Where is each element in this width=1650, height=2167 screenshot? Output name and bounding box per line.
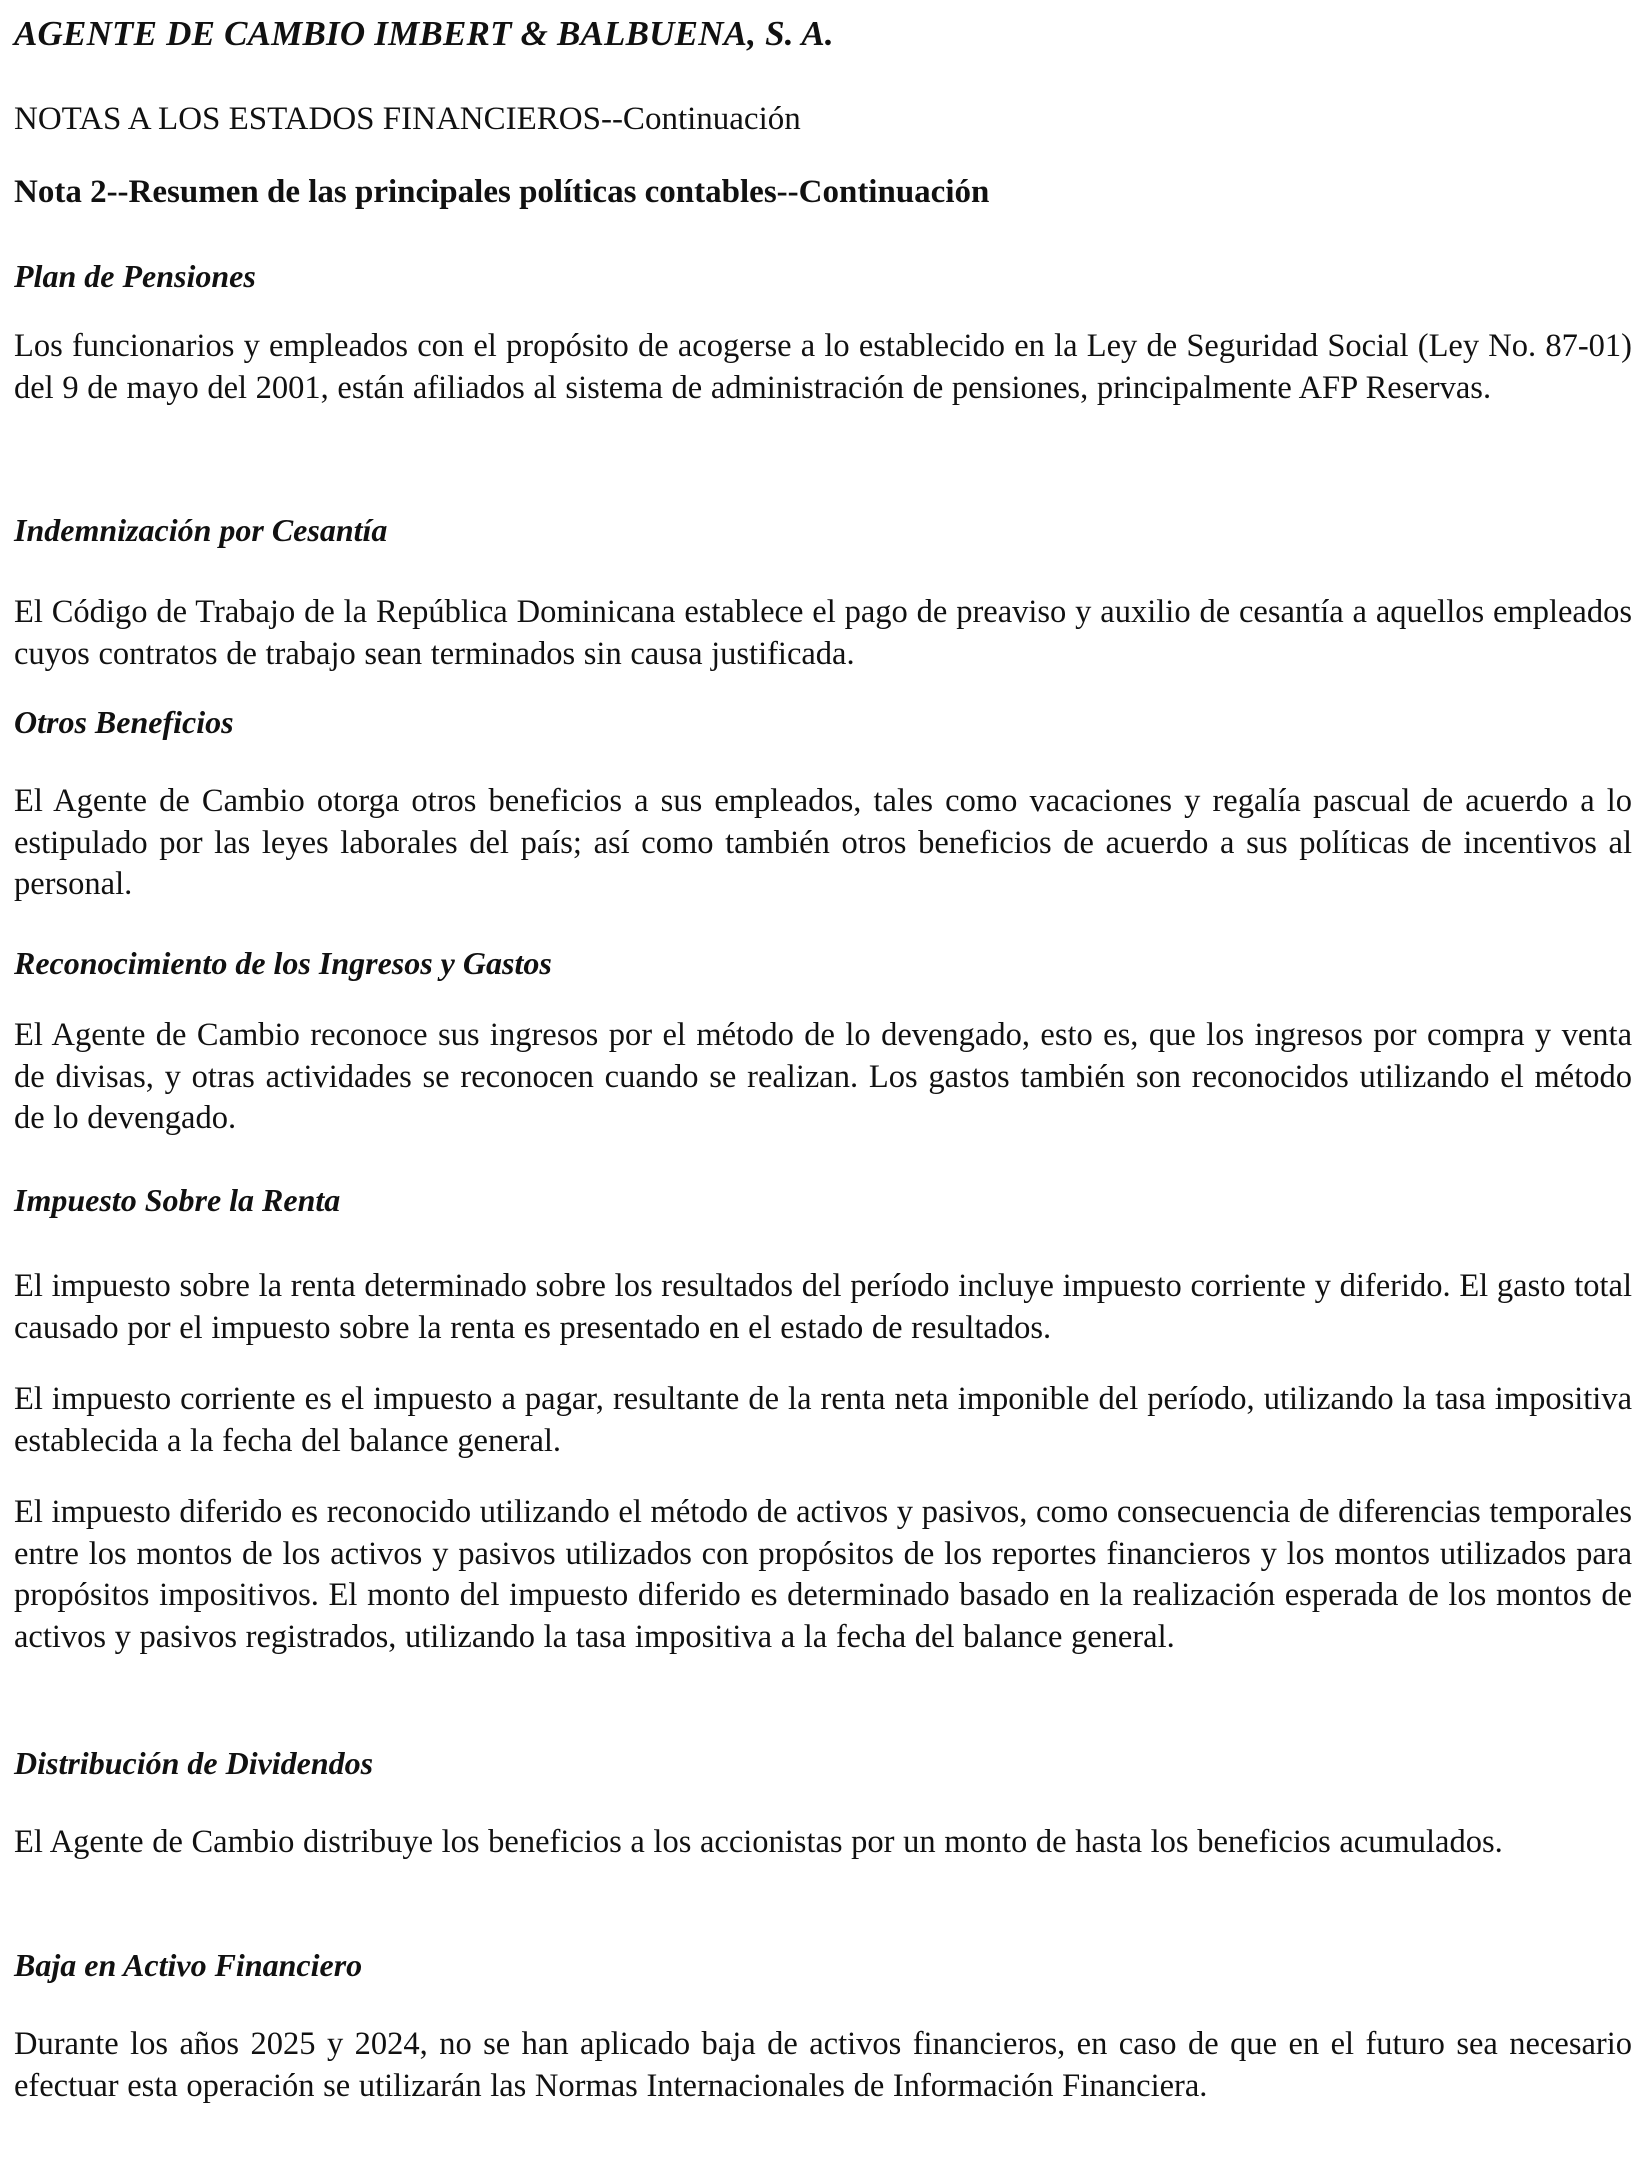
paragraph-impuesto-1: El impuesto sobre la renta determinado sobre los resultados del período incluye impuesto corriente y diferido. El gasto total causado por el impuesto sobre la renta es presentado en el estado de resultados.: [14, 1268, 1632, 1346]
paragraph-indemnizacion: El Código de Trabajo de la República Dominicana establece el pago de preaviso y auxilio de cesantía a aquellos empleados cuyos contratos de trabajo sean terminados sin causa justificada.: [14, 594, 1632, 672]
section-heading-impuesto: Impuesto Sobre la Renta: [14, 1182, 341, 1218]
paragraph-baja-activo: Durante los años 2025 y 2024, no se han aplicado baja de activos financieros, en caso de que en el futuro sea necesario efectuar esta operación se utilizarán las Normas Internacionales de Información Financiera.: [14, 2026, 1632, 2104]
paragraph-reconocimiento: El Agente de Cambio reconoce sus ingresos por el método de lo devengado, esto es, que los ingresos por compra y venta de divisas, y otras actividades se reconocen cuando se realizan. Los gastos también son reconocidos utilizando el método de lo devengado.: [14, 1017, 1632, 1136]
note-heading: Nota 2--Resumen de las principales políticas contables--Continuación: [14, 174, 990, 210]
notes-title: NOTAS A LOS ESTADOS FINANCIEROS--Continuación: [14, 101, 801, 137]
section-heading-baja-activo: Baja en Activo Financiero: [14, 1947, 363, 1983]
paragraph-dividendos: El Agente de Cambio distribuye los beneficios a los accionistas por un monto de hasta los beneficios acumulados.: [14, 1824, 1503, 1860]
company-name: AGENTE DE CAMBIO IMBERT & BALBUENA, S. A.: [14, 14, 834, 53]
paragraph-otros-beneficios: El Agente de Cambio otorga otros beneficios a sus empleados, tales como vacaciones y regalía pascual de acuerdo a lo estipulado por las leyes laborales del país; así como también otros beneficios de acuerdo a sus políticas de incentivos al personal.: [14, 783, 1632, 902]
section-heading-indemnizacion: Indemnización por Cesantía: [14, 512, 388, 548]
section-heading-plan-de-pensiones: Plan de Pensiones: [14, 258, 256, 294]
paragraph-impuesto-3: El impuesto diferido es reconocido utilizando el método de activos y pasivos, como consecuencia de diferencias temporales entre los montos de los activos y pasivos utilizados con propósitos de los reportes financieros y los montos utilizados para propósitos impositivos. El monto del impuesto diferido es determinado basado en la realización esperada de los montos de activos y pasivos registrados, utilizando la tasa impositiva a la fecha del balance general.: [14, 1494, 1632, 1655]
paragraph-plan-de-pensiones: Los funcionarios y empleados con el propósito de acogerse a lo establecido en la Ley de Seguridad Social (Ley No. 87-01) del 9 de mayo del 2001, están afiliados al sistema de administración de pensiones, principalmente AFP Reservas.: [14, 328, 1632, 406]
paragraph-impuesto-2: El impuesto corriente es el impuesto a pagar, resultante de la renta neta imponible del período, utilizando la tasa impositiva establecida a la fecha del balance general.: [14, 1381, 1632, 1459]
section-heading-dividendos: Distribución de Dividendos: [14, 1745, 374, 1781]
section-heading-otros-beneficios: Otros Beneficios: [14, 704, 234, 740]
section-heading-reconocimiento: Reconocimiento de los Ingresos y Gastos: [14, 945, 552, 981]
